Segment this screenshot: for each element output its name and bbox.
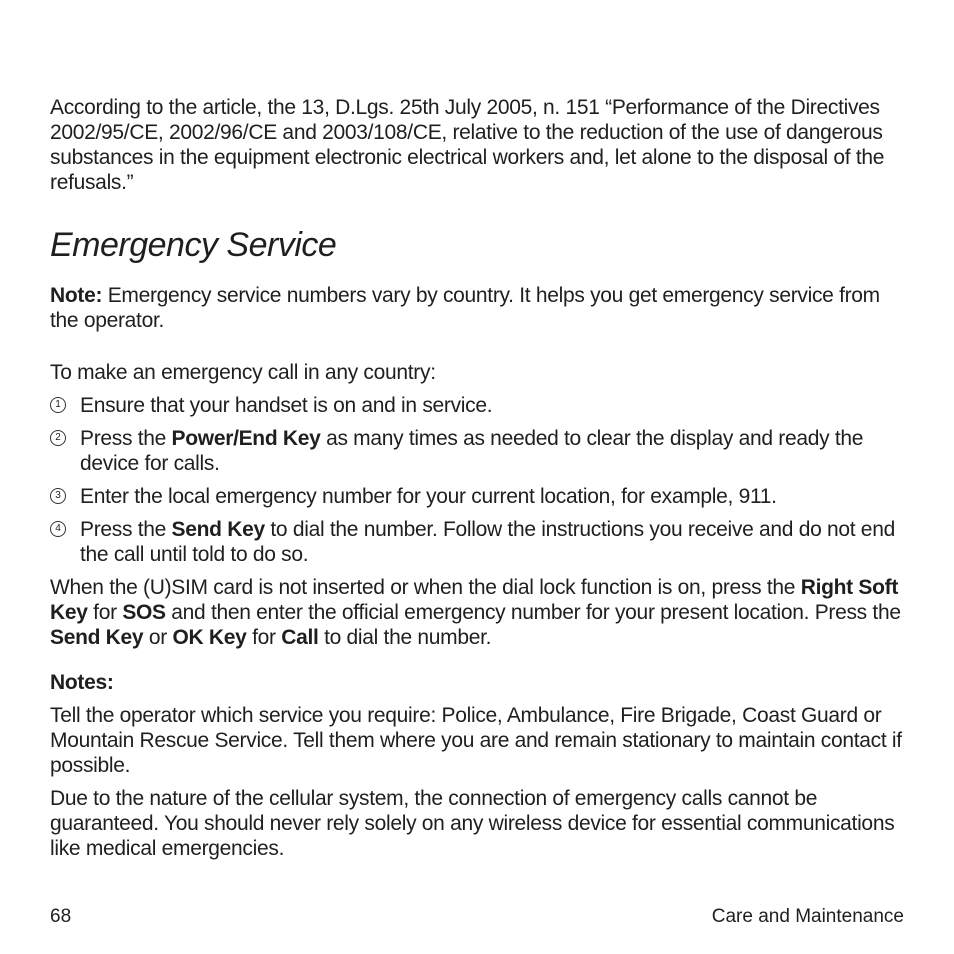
notes-paragraph: Tell the operator which service you require: Police, Ambulance, Fire Brigade, Coast Guard or Mountain Rescue Service. Tell them where you are and remain stationary to maintain contact if possible.: [50, 704, 902, 777]
sim-text: for: [87, 601, 123, 624]
sim-text: or: [143, 626, 173, 649]
intro-paragraph: According to the article, the 13, D.Lgs. 25th July 2005, n. 151 “Performance of the Directives 2002/95/CE, 2002/96/CE and 2003/108/CE, relative to the reduction of the use of dangerous substances in the equipment electronic electrical workers and, let alone to the disposal of the refusals.”: [50, 96, 885, 194]
right-soft-key-label: Right Soft Key: [50, 576, 899, 624]
step-item: [50, 426, 910, 476]
notes-heading: Notes:: [50, 671, 114, 694]
steps-list: [50, 393, 910, 567]
step-item: [50, 484, 910, 509]
call-label: Call: [281, 626, 319, 649]
sim-text: to dial the number.: [318, 626, 492, 649]
step-number-icon: 1: [50, 397, 66, 413]
sim-text: and then enter the official emergency number for your present location. Press the: [165, 601, 901, 624]
page-content: [50, 95, 910, 861]
step-text: as many times as needed to clear the display and ready the device for calls.: [80, 427, 864, 475]
sim-text: When the (U)SIM card is not inserted or when the dial lock function is on, press the: [50, 576, 801, 599]
note-paragraph: [50, 283, 910, 333]
step-text: Press the: [80, 518, 172, 541]
sim-paragraph: [50, 575, 910, 650]
step-text: Press the: [80, 427, 172, 450]
step-number-icon: 3: [50, 488, 66, 504]
page-number: 68: [50, 906, 72, 927]
note-text: Emergency service numbers vary by country. It helps you get emergency service from the operator.: [50, 284, 880, 332]
send-key-label: Send Key: [50, 626, 144, 649]
step-number-icon: 2: [50, 430, 66, 446]
step-item: [50, 393, 910, 418]
sim-text: for: [246, 626, 282, 649]
step-text: to dial the number. Follow the instructions you receive and do not end the call until told to do so.: [80, 518, 895, 566]
section-heading: Emergency Service: [50, 226, 337, 264]
steps-intro: To make an emergency call in any country:: [50, 361, 436, 384]
note-label: Note:: [50, 284, 103, 307]
step-text: Enter the local emergency number for your current location, for example, 911.: [80, 485, 777, 508]
step-number-icon: 4: [50, 521, 66, 537]
step-item: [50, 517, 910, 567]
step-key: Power/End Key: [171, 427, 321, 450]
notes-paragraph: Due to the nature of the cellular system, the connection of emergency calls cannot be guaranteed. You should never rely solely on any wireless device for essential communications like medical emergencies.: [50, 787, 895, 860]
step-key: Send Key: [171, 518, 265, 541]
sos-label: SOS: [122, 601, 166, 624]
ok-key-label: OK Key: [172, 626, 247, 649]
footer-section-title: Care and Maintenance: [711, 906, 904, 927]
step-text: Ensure that your handset is on and in service.: [80, 394, 493, 417]
